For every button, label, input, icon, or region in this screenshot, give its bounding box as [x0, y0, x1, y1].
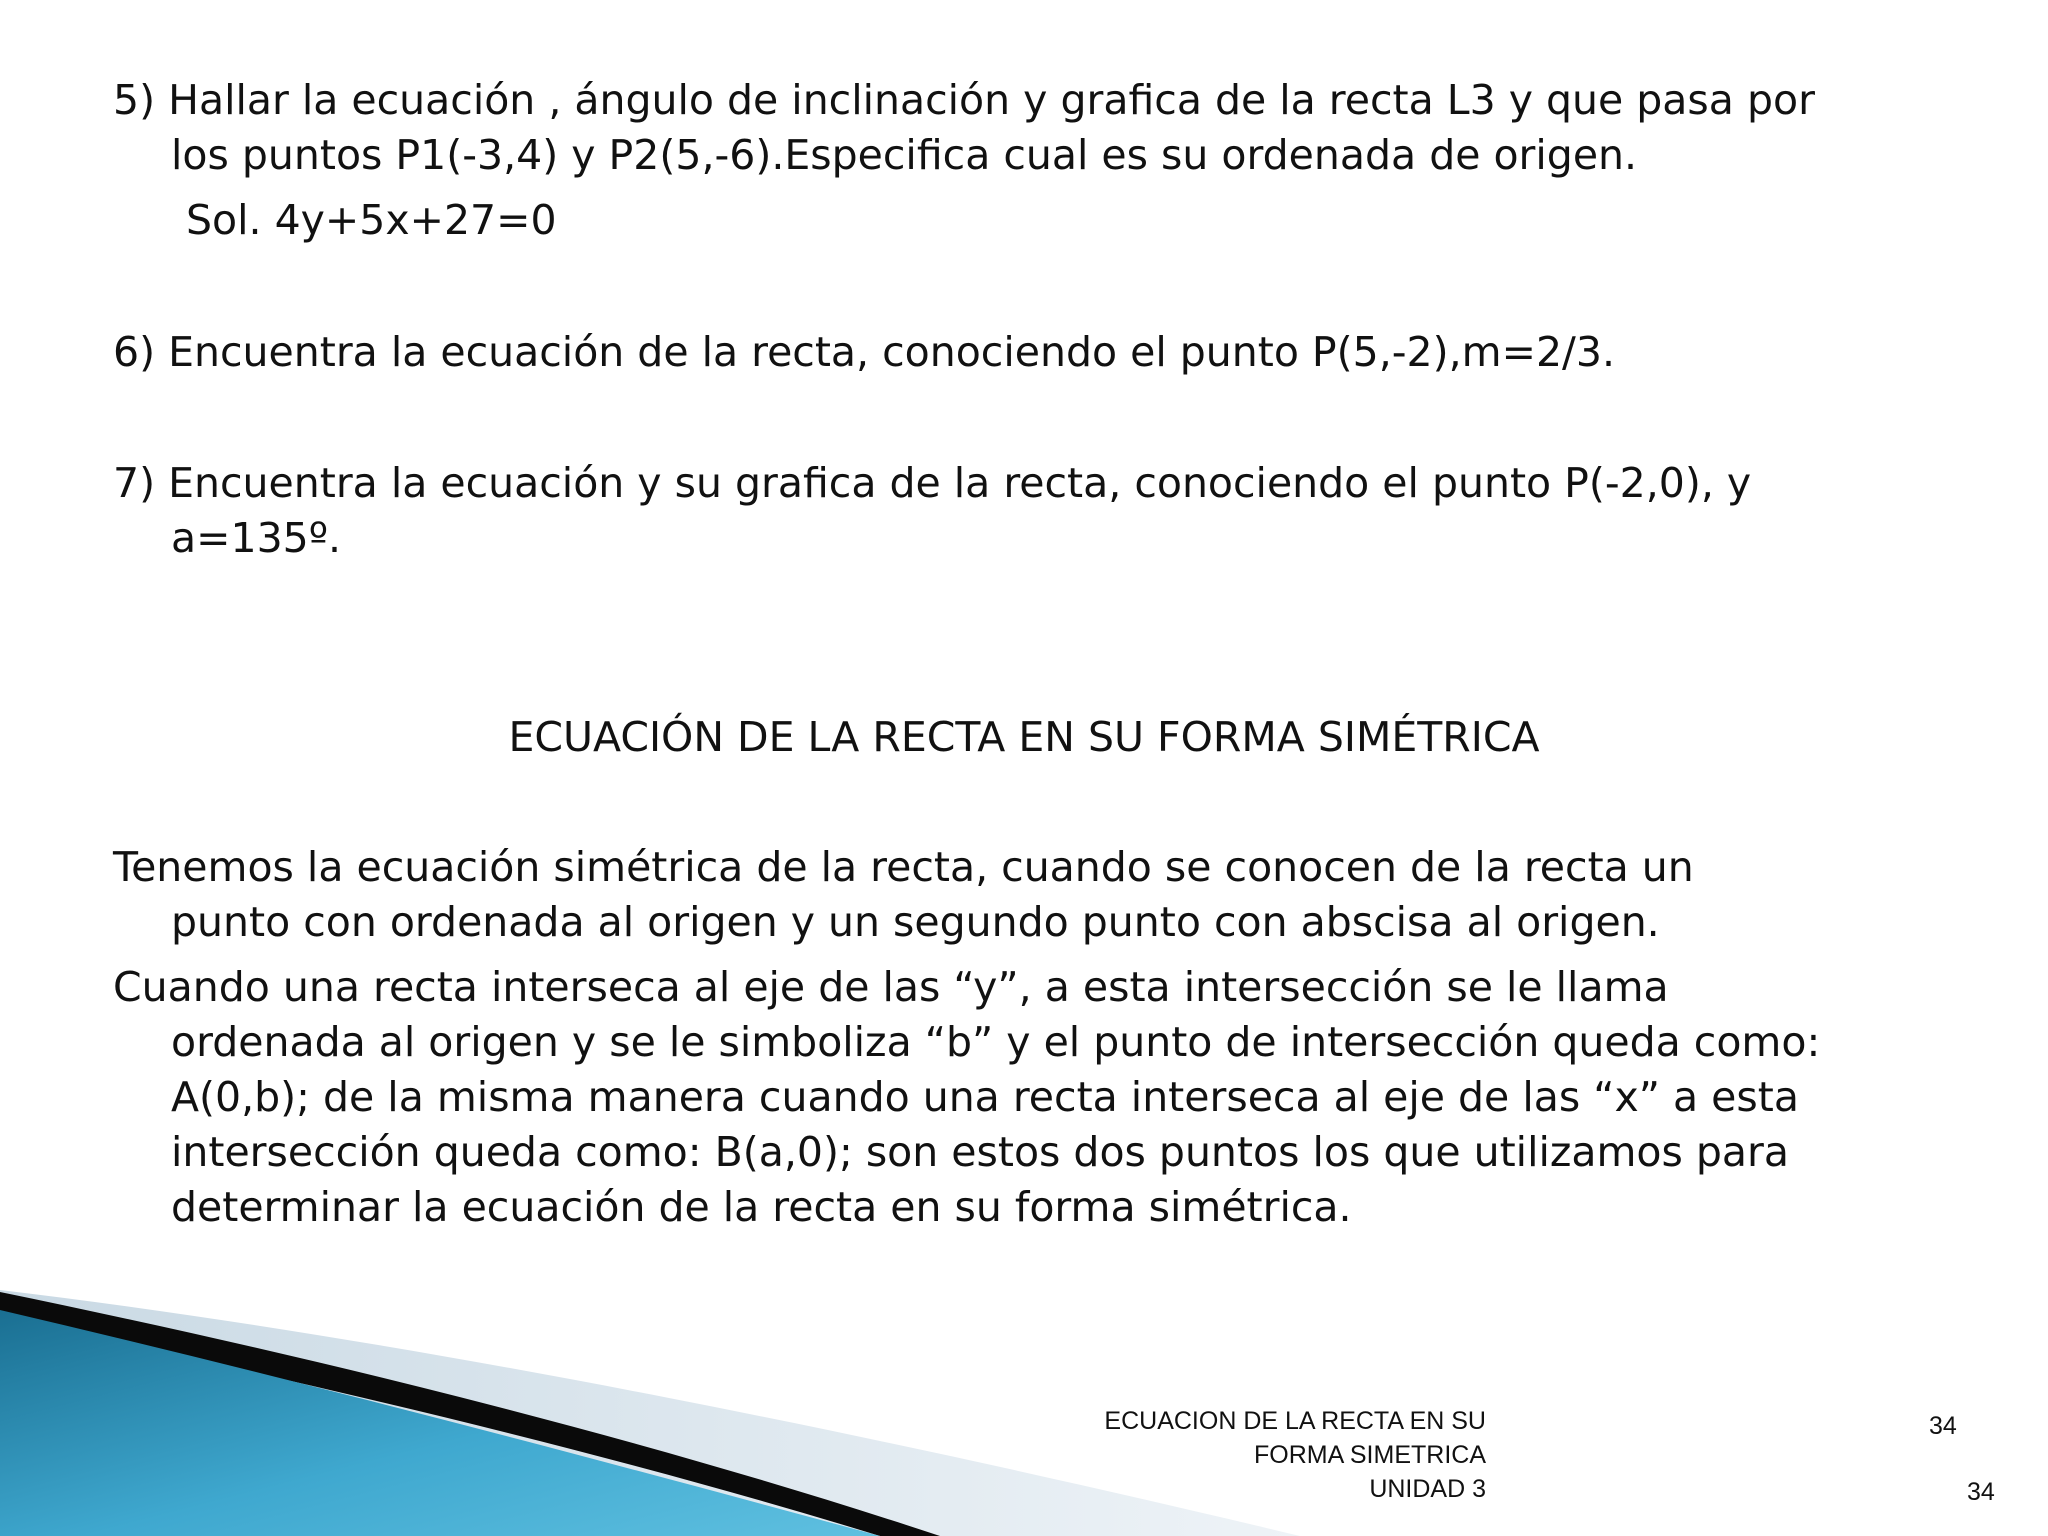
footer-title: [1050, 1404, 1486, 1506]
problem-5-solution: Sol. 4y+5x+27=0: [186, 196, 557, 244]
page-number: 34: [1929, 1412, 1957, 1440]
problem-5: 5) Hallar la ecuación , ángulo de inclinación y grafica de la recta L3 y que pasa por los puntos P1(-3,4) y P2(5,-6).Especifica cual es su ordenada de origen.: [113, 76, 1815, 179]
problem-6: 6) Encuentra la ecuación de la recta, conociendo el punto P(5,-2),m=2/3.: [113, 328, 1615, 376]
paragraph-definition: Tenemos la ecuación simétrica de la recta, cuando se conocen de la recta un punto con ordenada al origen y un segundo punto con abscisa al origen.: [113, 843, 1694, 946]
problem-7: 7) Encuentra la ecuación y su grafica de la recta, conociendo el punto P(-2,0), y a=135º.: [113, 459, 1752, 562]
paragraph-intersections: Cuando una recta interseca al eje de las “y”, a esta intersección se le llama ordenada al origen y se le simboliza “b” y el punto de intersección queda como: A(0,b); de la misma manera cuando una recta interseca al eje de las “x” a esta intersección queda como: B(a,0); son estos dos puntos los que utilizamos para determinar la ecuación de la recta en su forma simétrica.: [113, 963, 1821, 1231]
slide-number: 34: [1967, 1478, 1995, 1506]
footer-title-line: UNIDAD 3: [1369, 1475, 1486, 1503]
section-heading: ECUACIÓN DE LA RECTA EN SU FORMA SIMÉTRICA: [508, 713, 1540, 761]
footer-title-line: ECUACION DE LA RECTA EN SU: [1104, 1407, 1486, 1435]
footer-title-line: FORMA SIMETRICA: [1254, 1441, 1486, 1469]
